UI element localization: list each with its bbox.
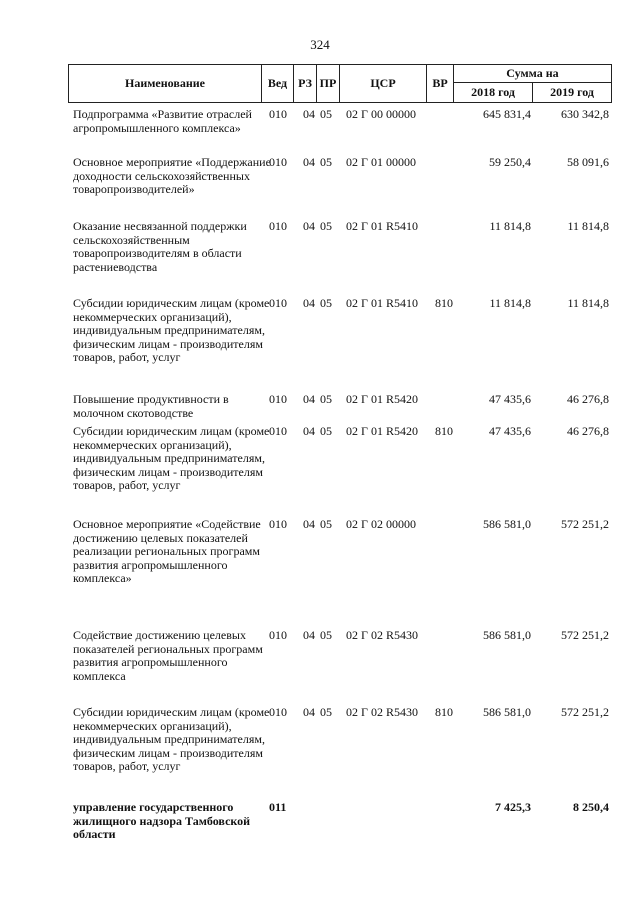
header-pr: ПР	[316, 64, 340, 103]
row-sum-2018: 645 831,4	[483, 107, 531, 121]
row-sum-2019: 11 814,8	[567, 296, 609, 310]
row-name: Основное мероприятие «Поддержание доходности сельскохозяйственных товаропроизводителей»	[73, 155, 271, 197]
row-rz: 04	[303, 107, 315, 121]
row-rz: 04	[303, 155, 315, 169]
row-csr: 02 Г 01 R5410	[346, 219, 418, 233]
row-ved: 010	[269, 155, 287, 169]
row-name: Содействие достижению целевых показателей региональных программ развития агропромышленного комплекса	[73, 628, 263, 683]
row-name: Подпрограмма «Развитие отраслей агропромышленного комплекса»	[73, 107, 252, 135]
row-sum-2019: 630 342,8	[561, 107, 609, 121]
row-sum-2019: 11 814,8	[567, 219, 609, 233]
row-pr: 05	[320, 424, 332, 438]
row-sum-2019: 46 276,8	[567, 392, 609, 406]
row-name: Основное мероприятие «Содействие достижению целевых показателей реализации региональных программ развития агропромышленного комплекса»	[73, 517, 261, 586]
row-rz: 04	[303, 424, 315, 438]
row-sum-2018: 7 425,3	[495, 800, 531, 814]
row-name: Субсидии юридическим лицам (кроме некоммерческих организаций), индивидуальным предпринимателям, физическим лицам - производителям товаров, работ, услуг	[73, 705, 270, 774]
row-rz: 04	[303, 628, 315, 642]
row-rz: 04	[303, 705, 315, 719]
row-pr: 05	[320, 628, 332, 642]
row-sum-2018: 59 250,4	[489, 155, 531, 169]
row-sum-2019: 572 251,2	[561, 628, 609, 642]
row-name: Субсидии юридическим лицам (кроме некоммерческих организаций), индивидуальным предпринимателям, физическим лицам - производителям товаров, работ, услуг	[73, 424, 270, 493]
row-pr: 05	[320, 392, 332, 406]
row-sum-2018: 11 814,8	[489, 219, 531, 233]
row-csr: 02 Г 01 00000	[346, 155, 416, 169]
row-ved: 010	[269, 296, 287, 310]
header-csr: ЦСР	[339, 64, 427, 103]
row-sum-2019: 58 091,6	[567, 155, 609, 169]
row-csr: 02 Г 01 R5410	[346, 296, 418, 310]
row-csr: 02 Г 02 R5430	[346, 705, 418, 719]
row-pr: 05	[320, 296, 332, 310]
row-pr: 05	[320, 155, 332, 169]
header-name: Наименование	[68, 64, 262, 103]
row-ved: 010	[269, 392, 287, 406]
row-rz: 04	[303, 517, 315, 531]
page-number: 324	[310, 37, 330, 52]
header-ved: Вед	[261, 64, 294, 103]
row-sum-2019: 8 250,4	[573, 800, 609, 814]
header-sum: Сумма на	[453, 64, 612, 83]
row-ved: 011	[269, 800, 287, 814]
row-pr: 05	[320, 107, 332, 121]
table-header	[68, 64, 612, 103]
row-sum-2019: 46 276,8	[567, 424, 609, 438]
row-ved: 010	[269, 628, 287, 642]
row-sum-2018: 47 435,6	[489, 392, 531, 406]
row-csr: 02 Г 01 R5420	[346, 424, 418, 438]
row-name: Повышение продуктивности в молочном скотоводстве	[73, 392, 229, 420]
row-ved: 010	[269, 424, 287, 438]
row-sum-2019: 572 251,2	[561, 705, 609, 719]
row-ved: 010	[269, 107, 287, 121]
row-pr: 05	[320, 219, 332, 233]
row-name: управление государственного жилищного надзора Тамбовской области	[73, 800, 251, 842]
row-sum-2019: 572 251,2	[561, 517, 609, 531]
header-rz: РЗ	[293, 64, 317, 103]
row-ved: 010	[269, 219, 287, 233]
row-csr: 02 Г 00 00000	[346, 107, 416, 121]
header-year-2019: 2019 год	[532, 82, 612, 103]
row-sum-2018: 586 581,0	[483, 628, 531, 642]
row-sum-2018: 586 581,0	[483, 517, 531, 531]
row-vr: 810	[435, 424, 453, 438]
header-vr: ВР	[426, 64, 454, 103]
row-sum-2018: 586 581,0	[483, 705, 531, 719]
row-csr: 02 Г 01 R5420	[346, 392, 418, 406]
header-year-2018: 2018 год	[453, 82, 533, 103]
row-pr: 05	[320, 517, 332, 531]
row-name: Субсидии юридическим лицам (кроме некоммерческих организаций), индивидуальным предпринимателям, физическим лицам - производителям товаров, работ, услуг	[73, 296, 270, 365]
row-sum-2018: 47 435,6	[489, 424, 531, 438]
row-ved: 010	[269, 517, 287, 531]
row-rz: 04	[303, 219, 315, 233]
row-csr: 02 Г 02 R5430	[346, 628, 418, 642]
row-rz: 04	[303, 296, 315, 310]
row-csr: 02 Г 02 00000	[346, 517, 416, 531]
row-vr: 810	[435, 705, 453, 719]
row-ved: 010	[269, 705, 287, 719]
row-name: Оказание несвязанной поддержки сельскохозяйственным товаропроизводителям в области растениеводства	[73, 219, 247, 274]
row-vr: 810	[435, 296, 453, 310]
row-rz: 04	[303, 392, 315, 406]
row-pr: 05	[320, 705, 332, 719]
row-sum-2018: 11 814,8	[489, 296, 531, 310]
